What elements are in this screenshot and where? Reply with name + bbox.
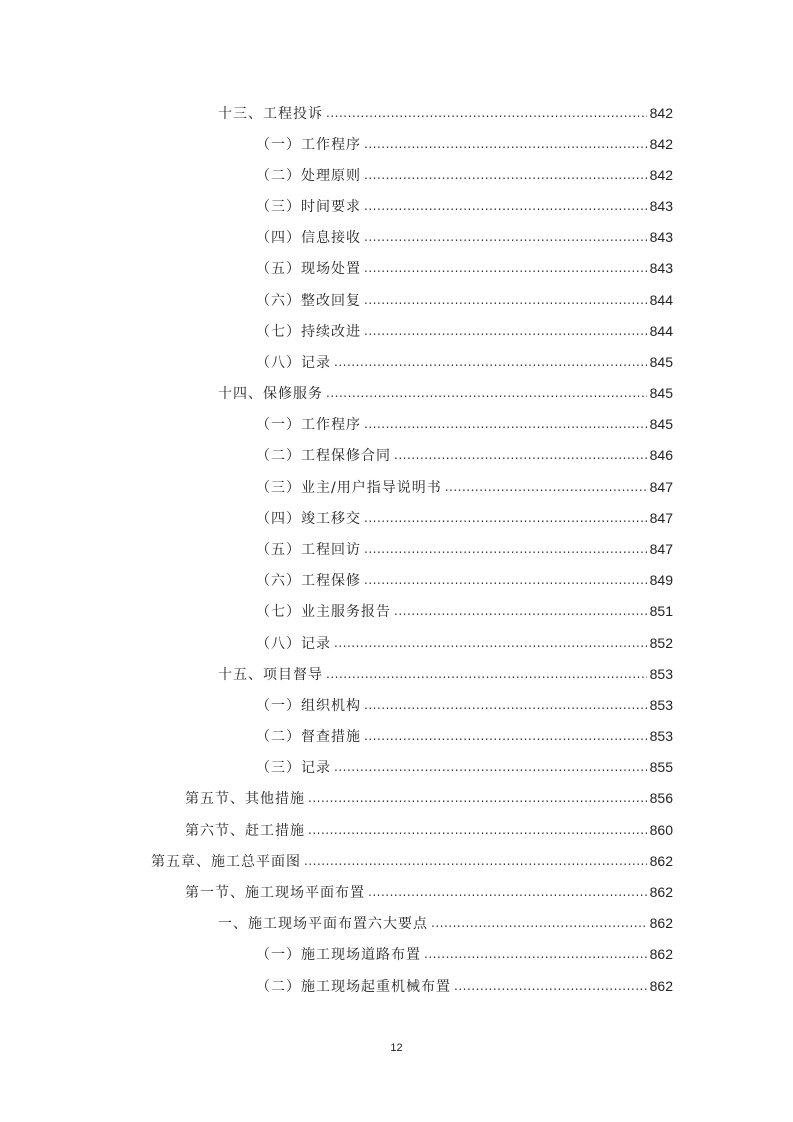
toc-entry-title: （二）施工现场起重机械布置 xyxy=(256,978,451,995)
toc-entry-page: 842 xyxy=(649,104,673,121)
toc-entry[interactable] xyxy=(256,128,673,159)
toc-entry-page: 847 xyxy=(649,541,673,558)
toc-entry[interactable] xyxy=(256,253,673,284)
toc-entry-page: 847 xyxy=(649,509,673,526)
toc-entry-title: 十五、项目督导 xyxy=(218,666,323,683)
toc-entry[interactable] xyxy=(256,970,673,1001)
toc-entry-page: 846 xyxy=(649,447,673,464)
dot-leader xyxy=(304,854,647,868)
toc-entry[interactable] xyxy=(185,814,673,845)
dot-leader xyxy=(364,729,647,743)
dot-leader xyxy=(326,386,647,400)
toc-entry-page: 844 xyxy=(649,322,673,339)
toc-entry-title: （一）施工现场道路布置 xyxy=(256,947,421,964)
dot-leader xyxy=(431,916,647,930)
toc-entry-title: （六）工程保修 xyxy=(256,573,361,590)
toc-entry-page: 862 xyxy=(649,946,673,963)
toc-entry[interactable] xyxy=(218,378,673,409)
toc-entry-title: （三）记录 xyxy=(256,760,331,777)
dot-leader xyxy=(364,698,647,712)
toc-entry-title: （三）时间要求 xyxy=(256,199,361,216)
toc-entry-title: （八）记录 xyxy=(256,635,331,652)
toc-entry[interactable] xyxy=(185,877,673,908)
toc-entry-title: 一、施工现场平面布置六大要点 xyxy=(218,916,428,933)
toc-entry-page: 853 xyxy=(649,665,673,682)
toc-entry-page: 853 xyxy=(649,696,673,713)
toc-entry[interactable] xyxy=(256,939,673,970)
toc-entry-title: （八）记录 xyxy=(256,354,331,371)
toc-entry-title: （二）督查措施 xyxy=(256,729,361,746)
toc-entry-title: 十三、工程投诉 xyxy=(218,105,323,122)
toc-entry[interactable] xyxy=(256,440,673,471)
dot-leader xyxy=(364,168,647,182)
toc-entry-page: 845 xyxy=(649,416,673,433)
toc-entry-title: （一）工作程序 xyxy=(256,417,361,434)
dot-leader xyxy=(334,760,647,774)
toc-entry-page: 856 xyxy=(649,790,673,807)
toc-entry-page: 842 xyxy=(649,166,673,183)
toc-entry[interactable] xyxy=(256,471,673,502)
toc-entry-page: 849 xyxy=(649,572,673,589)
toc-entry[interactable] xyxy=(256,502,673,533)
toc-entry-page: 851 xyxy=(649,603,673,620)
toc-entry[interactable] xyxy=(256,284,673,315)
toc-entry-page: 845 xyxy=(649,385,673,402)
toc-entry-page: 843 xyxy=(649,198,673,215)
toc-entry-page: 862 xyxy=(649,884,673,900)
toc-entry-title: （一）工作程序 xyxy=(256,136,361,153)
toc-entry-title: （六）整改回复 xyxy=(256,292,361,309)
dot-leader xyxy=(364,230,647,244)
toc-entry-page: 843 xyxy=(649,229,673,246)
toc-entry-title: （四）信息接收 xyxy=(256,230,361,247)
toc-entry-page: 845 xyxy=(649,353,673,370)
toc-entry[interactable] xyxy=(256,721,673,752)
toc-entry[interactable] xyxy=(256,565,673,596)
toc-entry-page: 844 xyxy=(649,291,673,308)
toc-entry[interactable] xyxy=(218,97,673,128)
dot-leader xyxy=(364,324,647,338)
toc-entry-title: （三）业主/用户指导说明书 xyxy=(256,479,442,496)
dot-leader xyxy=(326,106,647,120)
dot-leader xyxy=(334,355,647,369)
page-number: 12 xyxy=(390,1042,403,1054)
toc-entry[interactable] xyxy=(256,752,673,783)
toc-entry[interactable] xyxy=(256,159,673,190)
toc-entry-page: 853 xyxy=(649,728,673,745)
dot-leader xyxy=(394,448,647,462)
toc-entry[interactable] xyxy=(256,689,673,720)
dot-leader xyxy=(326,667,647,681)
toc-entry-title: （二）工程保修合同 xyxy=(256,448,391,465)
toc-entry-page: 862 xyxy=(649,852,673,869)
toc-entry[interactable] xyxy=(256,222,673,253)
toc-entry-title: 第五章、施工总平面图 xyxy=(151,853,301,870)
toc-entry-page: 862 xyxy=(649,977,673,994)
dot-leader xyxy=(394,604,647,618)
dot-leader xyxy=(445,480,647,494)
toc-entry[interactable] xyxy=(256,409,673,440)
dot-leader xyxy=(364,417,647,431)
toc-entry-title: （五）工程回访 xyxy=(256,542,361,559)
toc-entry-page: 847 xyxy=(649,478,673,495)
toc-entry[interactable] xyxy=(256,191,673,222)
toc-entry-page: 842 xyxy=(649,135,673,152)
dot-leader xyxy=(364,137,647,151)
dot-leader xyxy=(308,823,647,837)
toc-entry-title: （二）处理原则 xyxy=(256,167,361,184)
toc-entry-page: 852 xyxy=(649,634,673,651)
dot-leader xyxy=(368,885,647,899)
toc-entry[interactable] xyxy=(218,658,673,689)
toc-entry[interactable] xyxy=(256,534,673,565)
toc-entry-title: （一）组织机构 xyxy=(256,697,361,714)
toc-entry-page: 862 xyxy=(649,915,673,932)
toc-entry[interactable] xyxy=(256,346,673,377)
toc-entry-title: 第一节、施工现场平面布置 xyxy=(185,885,365,901)
dot-leader xyxy=(364,199,647,213)
toc-entry[interactable] xyxy=(218,908,673,939)
dot-leader xyxy=(364,511,647,525)
toc-entry-title: （七）持续改进 xyxy=(256,323,361,340)
toc-entry[interactable] xyxy=(151,845,673,876)
toc-entry-title: 十四、保修服务 xyxy=(218,386,323,403)
toc-entry-title: （四）竣工移交 xyxy=(256,510,361,527)
dot-leader xyxy=(454,979,647,993)
dot-leader xyxy=(424,947,647,961)
toc-entry-title: （五）现场处置 xyxy=(256,261,361,278)
toc-entry[interactable] xyxy=(256,596,673,627)
toc-entry-title: （七）业主服务报告 xyxy=(256,604,391,621)
toc-entry-page: 855 xyxy=(649,759,673,776)
toc-entry[interactable] xyxy=(256,315,673,346)
dot-leader xyxy=(334,636,647,650)
dot-leader xyxy=(308,791,647,805)
toc-entry-title: 第五节、其他措施 xyxy=(185,791,305,808)
dot-leader xyxy=(364,261,647,275)
toc-entry[interactable] xyxy=(185,783,673,814)
toc-entry-page: 860 xyxy=(649,821,673,838)
dot-leader xyxy=(364,542,647,556)
toc-entry[interactable] xyxy=(256,627,673,658)
toc-entry-title: 第六节、赶工措施 xyxy=(185,822,305,839)
toc-entry-page: 843 xyxy=(649,260,673,277)
dot-leader xyxy=(364,293,647,307)
dot-leader xyxy=(364,573,647,587)
